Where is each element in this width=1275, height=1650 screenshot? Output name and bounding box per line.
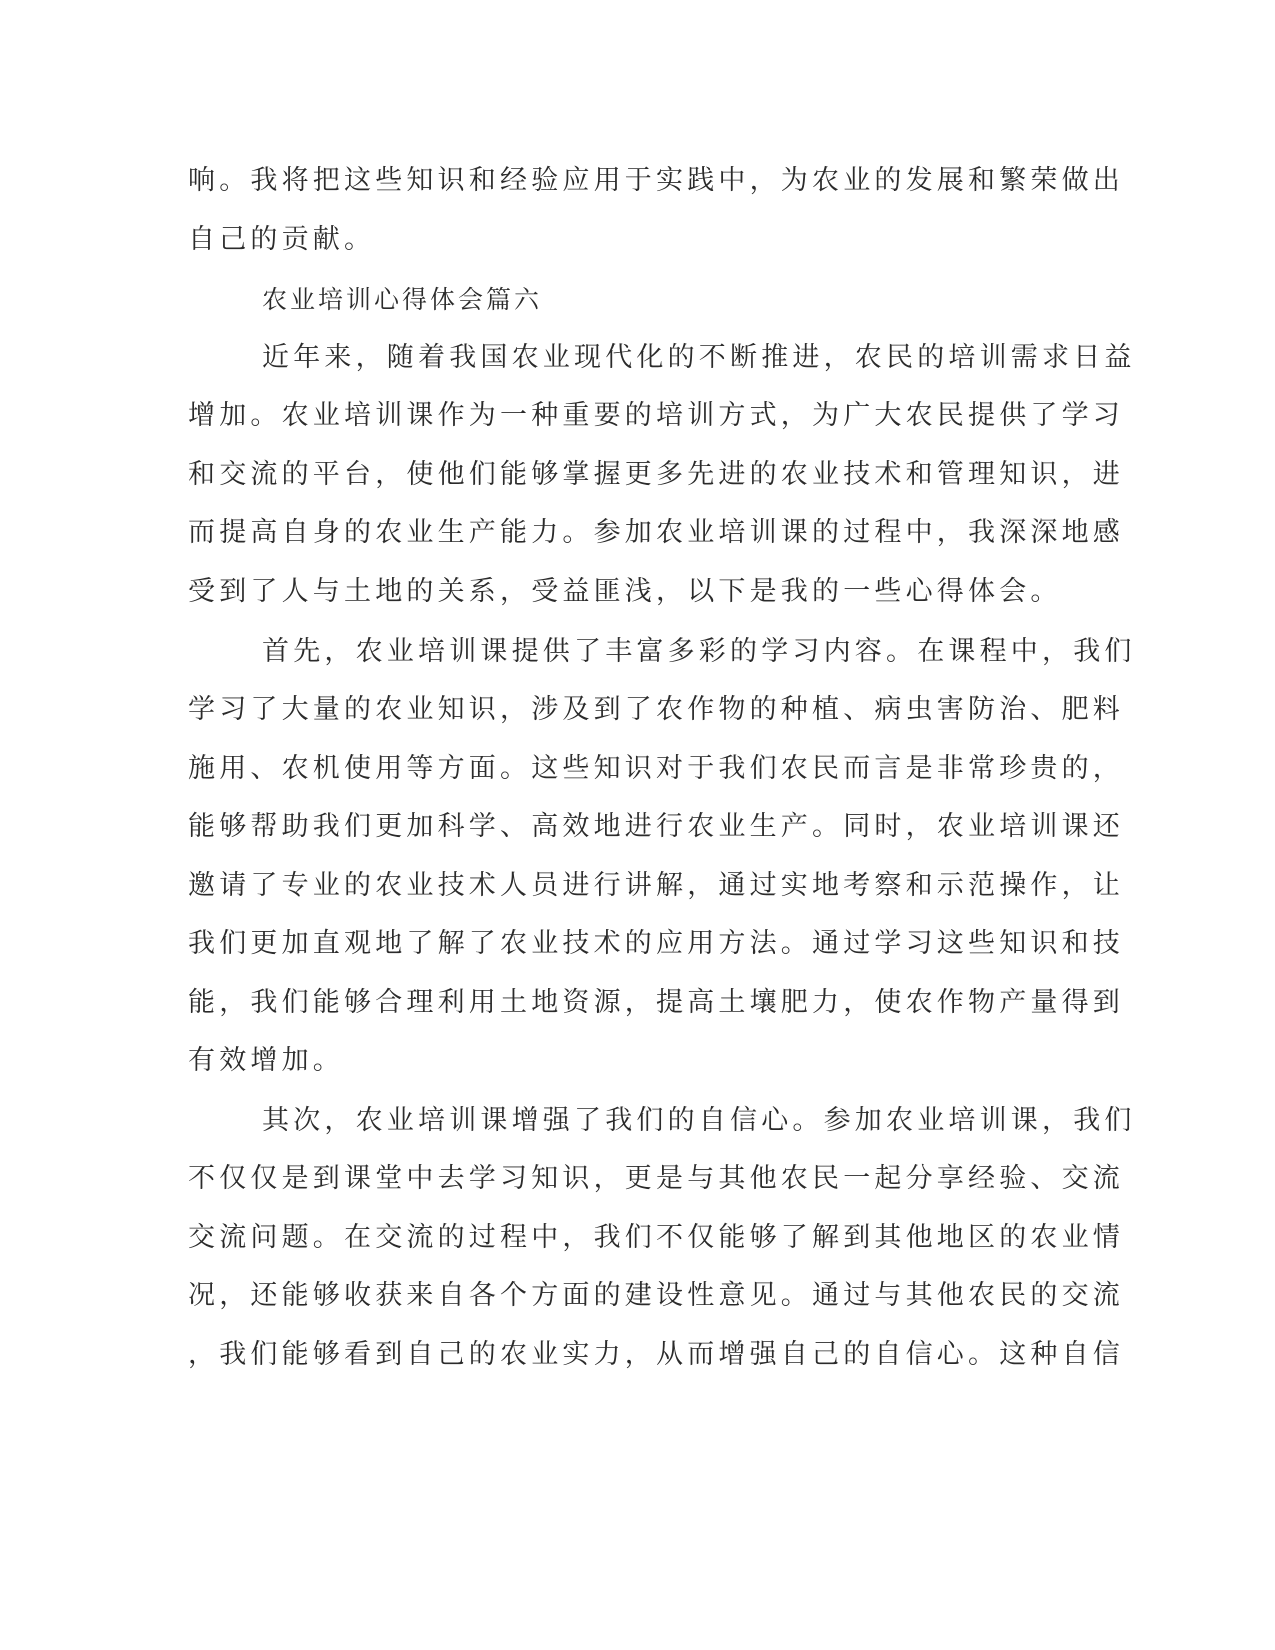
text-line: 不仅仅是到课堂中去学习知识，更是与其他农民一起分享经验、交流 xyxy=(188,1163,1124,1194)
text-line: 自己的贡献。 xyxy=(188,224,376,255)
text-line: 有效增加。 xyxy=(188,1045,344,1076)
text-line: 施用、农机使用等方面。这些知识对于我们农民而言是非常珍贵的， xyxy=(188,753,1124,784)
text-line: 增加。农业培训课作为一种重要的培训方式，为广大农民提供了学习 xyxy=(188,400,1124,431)
text-line: 受到了人与土地的关系，受益匪浅，以下是我的一些心得体会。 xyxy=(188,576,1062,607)
text-line: 响。我将把这些知识和经验应用于实践中，为农业的发展和繁荣做出 xyxy=(188,165,1124,196)
text-line: 首先，农业培训课提供了丰富多彩的学习内容。在课程中，我们 xyxy=(262,636,1136,667)
text-line: 交流问题。在交流的过程中，我们不仅能够了解到其他地区的农业情 xyxy=(188,1222,1124,1253)
text-line: 我们更加直观地了解了农业技术的应用方法。通过学习这些知识和技 xyxy=(188,928,1124,959)
text-line: ，我们能够看到自己的农业实力，从而增强自己的自信心。这种自信 xyxy=(188,1339,1124,1370)
text-line: 和交流的平台，使他们能够掌握更多先进的农业技术和管理知识，进 xyxy=(188,459,1124,490)
text-line: 学习了大量的农业知识，涉及到了农作物的种植、病虫害防治、肥料 xyxy=(188,694,1124,725)
text-line: 能够帮助我们更加科学、高效地进行农业生产。同时，农业培训课还 xyxy=(188,811,1124,842)
text-line: 其次，农业培训课增强了我们的自信心。参加农业培训课，我们 xyxy=(262,1105,1136,1136)
text-line: 邀请了专业的农业技术人员进行讲解，通过实地考察和示范操作，让 xyxy=(188,870,1124,901)
text-line: 而提高自身的农业生产能力。参加农业培训课的过程中，我深深地感 xyxy=(188,517,1124,548)
section-heading: 农业培训心得体会篇六 xyxy=(262,285,543,314)
text-line: 能，我们能够合理利用土地资源，提高土壤肥力，使农作物产量得到 xyxy=(188,987,1124,1018)
text-line: 近年来，随着我国农业现代化的不断推进，农民的培训需求日益 xyxy=(262,342,1136,373)
text-line: 况，还能够收获来自各个方面的建设性意见。通过与其他农民的交流 xyxy=(188,1280,1124,1311)
